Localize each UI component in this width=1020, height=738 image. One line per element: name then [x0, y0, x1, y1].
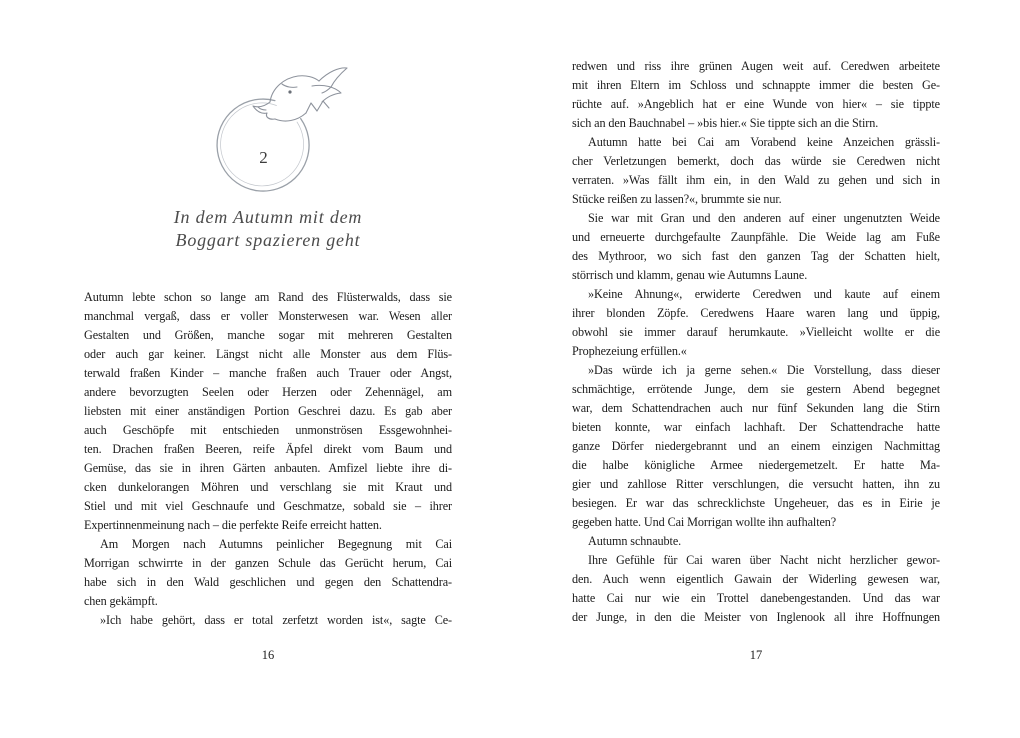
- text-line: der Junge, in den die Meister von Inglenook all ihre Hoffnungen: [572, 610, 940, 624]
- text-line: des Mythroor, wo sich fast den ganzen Tag der Schatten hielt,: [572, 249, 940, 263]
- text-line: ten. Drachen fraßen Beeren, reife Äpfel direkt vom Baum und: [84, 442, 452, 456]
- text-line: ganze Dörfer niedergebrannt und an einem einzigen Nachmittag: [572, 439, 940, 453]
- text-line: cher Verletzungen bemerkt, doch das würde sie Ceredwen nicht: [572, 154, 940, 168]
- text-line: gegeben hatte. Und Cai Morrigan wollte ihn aufhalten?: [572, 515, 837, 529]
- chapter-title-line-2: Boggart spazieren geht: [175, 230, 361, 250]
- text-line: auch Geschöpfe mit entschieden unmonströsen Essgewohnhei-: [84, 423, 452, 437]
- right-page-text: [572, 57, 940, 627]
- text-line: Expertinnenmeinung nach – die perfekte Reife erreicht hatten.: [84, 518, 382, 532]
- text-line: Gemüse, das sie in ihren Gärten anbauten. Amfizel liebte ihre di-: [84, 461, 452, 475]
- text-line: redwen und riss ihre grünen Augen weit auf. Ceredwen arbeitete: [572, 59, 940, 73]
- text-line: die halbe königliche Armee niedergemetzelt. Er hatte Ma-: [572, 458, 940, 472]
- text-line: hatte Cai nur wie ein Trottel danebengestanden. Und das war: [572, 591, 940, 605]
- text-line: und erneuerte durchgefaulte Zaunpfähle. Die Weide lag am Fuße: [572, 230, 940, 244]
- text-line: terwald fraßen Kinder – manche fraßen auch Trauer oder Angst,: [84, 366, 452, 380]
- text-line: den. Auch wenn eigentlich Gawain der Widerling gewesen war,: [572, 572, 940, 586]
- text-line: andere bevorzugten Seelen oder Herzen oder Zehennägel, am: [84, 385, 452, 399]
- text-line: Gestalten und Größen, manche sogar mit mehreren Gestalten: [84, 328, 452, 342]
- chapter-number: 2: [259, 148, 268, 167]
- left-page-text: [84, 288, 452, 630]
- text-line: cken dunkelorangen Möhren und verschlang sie mit Kraut und: [84, 480, 452, 494]
- text-line: Stiel und mit viel Geschnaufe und Geschmatze, sobald sie – ihrer: [84, 499, 452, 513]
- text-line: verraten. »Was fällt ihm ein, in den Wald zu gehen und sich in: [572, 173, 940, 187]
- dragon-head-ornament-icon: [198, 50, 348, 200]
- text-line: bieten konnte, war einfach lachhaft. Der Schattendrache hatte: [572, 420, 940, 434]
- text-line: rüchte auf. »Angeblich hat er eine Wunde von hier« – sie tippte: [572, 97, 940, 111]
- text-line: mit ihren Eltern im Schloss und schnappte immer die besten Ge-: [572, 78, 940, 92]
- text-line: obwohl sie immer darauf herumkaute. »Vielleicht wollte er die: [572, 325, 940, 339]
- page-number-left: 16: [261, 648, 275, 662]
- text-line: gier und zahllose Ritter verschlungen, die versucht hatten, ihn zu: [572, 477, 940, 491]
- chapter-title: [84, 206, 452, 252]
- chapter-title-line-1: In dem Autumn mit dem: [173, 207, 363, 227]
- text-line: Autumn lebte schon so lange am Rand des Flüsterwalds, dass sie: [84, 290, 452, 304]
- text-line: schmächtige, errötende Junge, dem sie gestern Abend begegnet: [572, 382, 940, 396]
- text-line: Autumn hatte bei Cai am Vorabend keine Anzeichen grässli-: [588, 135, 940, 149]
- text-line: liebsten mit einer anständigen Portion Geschrei dazu. Es gab aber: [84, 404, 452, 418]
- text-line: Sie war mit Gran und den anderen auf einer ungenutzten Weide: [588, 211, 940, 225]
- text-line: manchmal vergaß, dass er voller Monsterwesen war. Wesen aller: [84, 309, 452, 323]
- text-line: Prophezeiung erfüllen.«: [572, 344, 687, 358]
- text-line: Stücke reißen zu lassen?«, brummte sie nur.: [572, 192, 782, 206]
- chapter-ornament: [198, 50, 348, 200]
- text-line: habe sich in den Wald geschlichen und gegen den Schattendra-: [84, 575, 452, 589]
- page-number-right: 17: [749, 648, 763, 662]
- text-line: »Ich habe gehört, dass er total zerfetzt worden ist«, sagte Ce-: [100, 613, 452, 627]
- text-line: chen gekämpft.: [84, 594, 158, 608]
- text-line: Morrigan schwirrte in der ganzen Schule das Gerücht herum, Cai: [84, 556, 452, 570]
- text-line: oder auch gar keiner. Längst nicht alle Monster aus dem Flüs-: [84, 347, 452, 361]
- text-line: besiegen. Er war das schrecklichste Ungeheuer, das es in Eirie je: [572, 496, 940, 510]
- text-line: Ihre Gefühle für Cai waren über Nacht nicht herzlicher gewor-: [588, 553, 940, 567]
- text-line: ihrer blonden Zöpfe. Ceredwens Haare waren lang und üppig,: [572, 306, 940, 320]
- text-line: Autumn schnaubte.: [588, 534, 682, 548]
- text-line: »Keine Ahnung«, erwiderte Ceredwen und kaute auf einem: [588, 287, 940, 301]
- text-line: »Das würde ich ja gerne sehen.« Die Vorstellung, dass dieser: [588, 363, 940, 377]
- text-line: sich an den Bauchnabel – »bis hier.« Sie tippte sich an die Stirn.: [572, 116, 879, 130]
- text-line: störrisch und klamm, genau wie Autumns Laune.: [572, 268, 808, 282]
- text-line: war, dem Schattendrachen auch nur fünf Sekunden lang die Stirn: [572, 401, 940, 415]
- text-line: Am Morgen nach Autumns peinlicher Begegnung mit Cai: [100, 537, 452, 551]
